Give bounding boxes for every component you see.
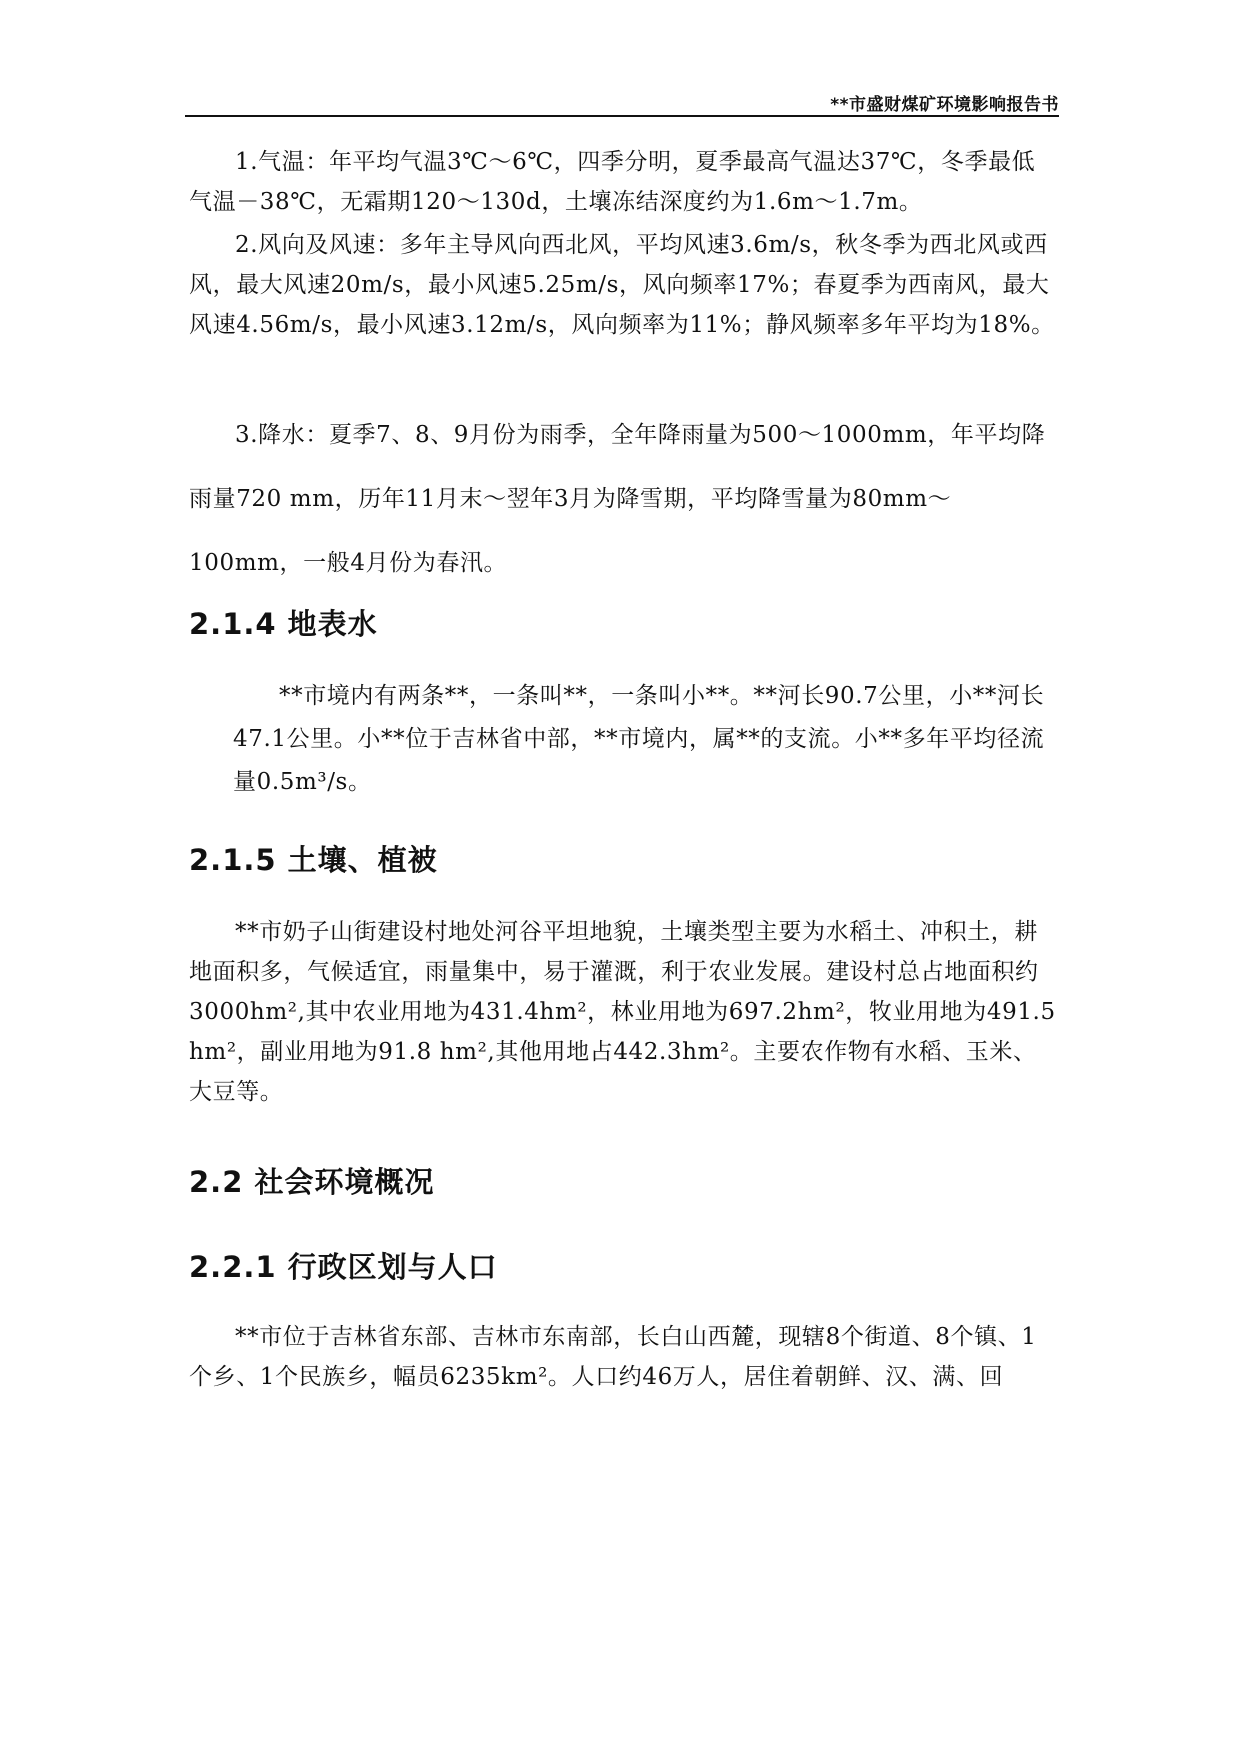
heading-2-2: 2.2 社会环境概况 (189, 1165, 435, 1199)
paragraph-climate-precipitation: 3.降水：夏季7、8、9月份为雨季，全年降雨量为500～1000mm，年平均降雨量720 mm，历年11月末～翌年3月为降雪期，平均降雪量为80mm～100mm，一般4月份为春汛。 (189, 422, 1046, 576)
paragraph-administration: **市位于吉林省东部、吉林市东南部，长白山西麓，现辖8个街道、8个镇、1个乡、1个民族乡，幅员6235km²。人口约46万人，居住着朝鲜、汉、满、回 (189, 1324, 1037, 1390)
heading-2-2-1: 2.2.1 行政区划与人口 (189, 1250, 498, 1284)
running-header: **市盛财煤矿环境影响报告书 (830, 95, 1059, 115)
header-divider (185, 115, 1059, 117)
paragraph-soil-vegetation: **市奶子山街建设村地处河谷平坦地貌，土壤类型主要为水稻土、冲积土，耕地面积多，气候适宜，雨量集中，易于灌溉，利于农业发展。建设村总占地面积约3000hm²,其中农业用地为431.4hm²，林业用地为697.2hm²，牧业用地为491.5 hm²，副业用地为91.8 hm²,其他用地占442.3hm²。主要农作物有水稻、玉米、大豆等。 (189, 919, 1056, 1105)
paragraph-surface-water: **市境内有两条**，一条叫**，一条叫小**。**河长90.7公里，小**河长47.1公里。小**位于吉林省中部，**市境内，属**的支流。小**多年平均径流量0.5m³/s。 (233, 683, 1045, 795)
heading-2-1-4: 2.1.4 地表水 (189, 607, 378, 641)
heading-2-1-5: 2.1.5 土壤、植被 (189, 843, 438, 877)
paragraph-climate-wind: 2.风向及风速：多年主导风向西北风，平均风速3.6m/s，秋冬季为西北风或西风，最大风速20m/s，最小风速5.25m/s，风向频率17%；春夏季为西南风，最大风速4.56m/s，最小风速3.12m/s，风向频率为11%；静风频率多年平均为18%。 (189, 232, 1055, 338)
paragraph-climate-temperature: 1.气温：年平均气温3℃～6℃，四季分明，夏季最高气温达37℃，冬季最低气温－38℃，无霜期120～130d，土壤冻结深度约为1.6m～1.7m。 (189, 149, 1036, 215)
